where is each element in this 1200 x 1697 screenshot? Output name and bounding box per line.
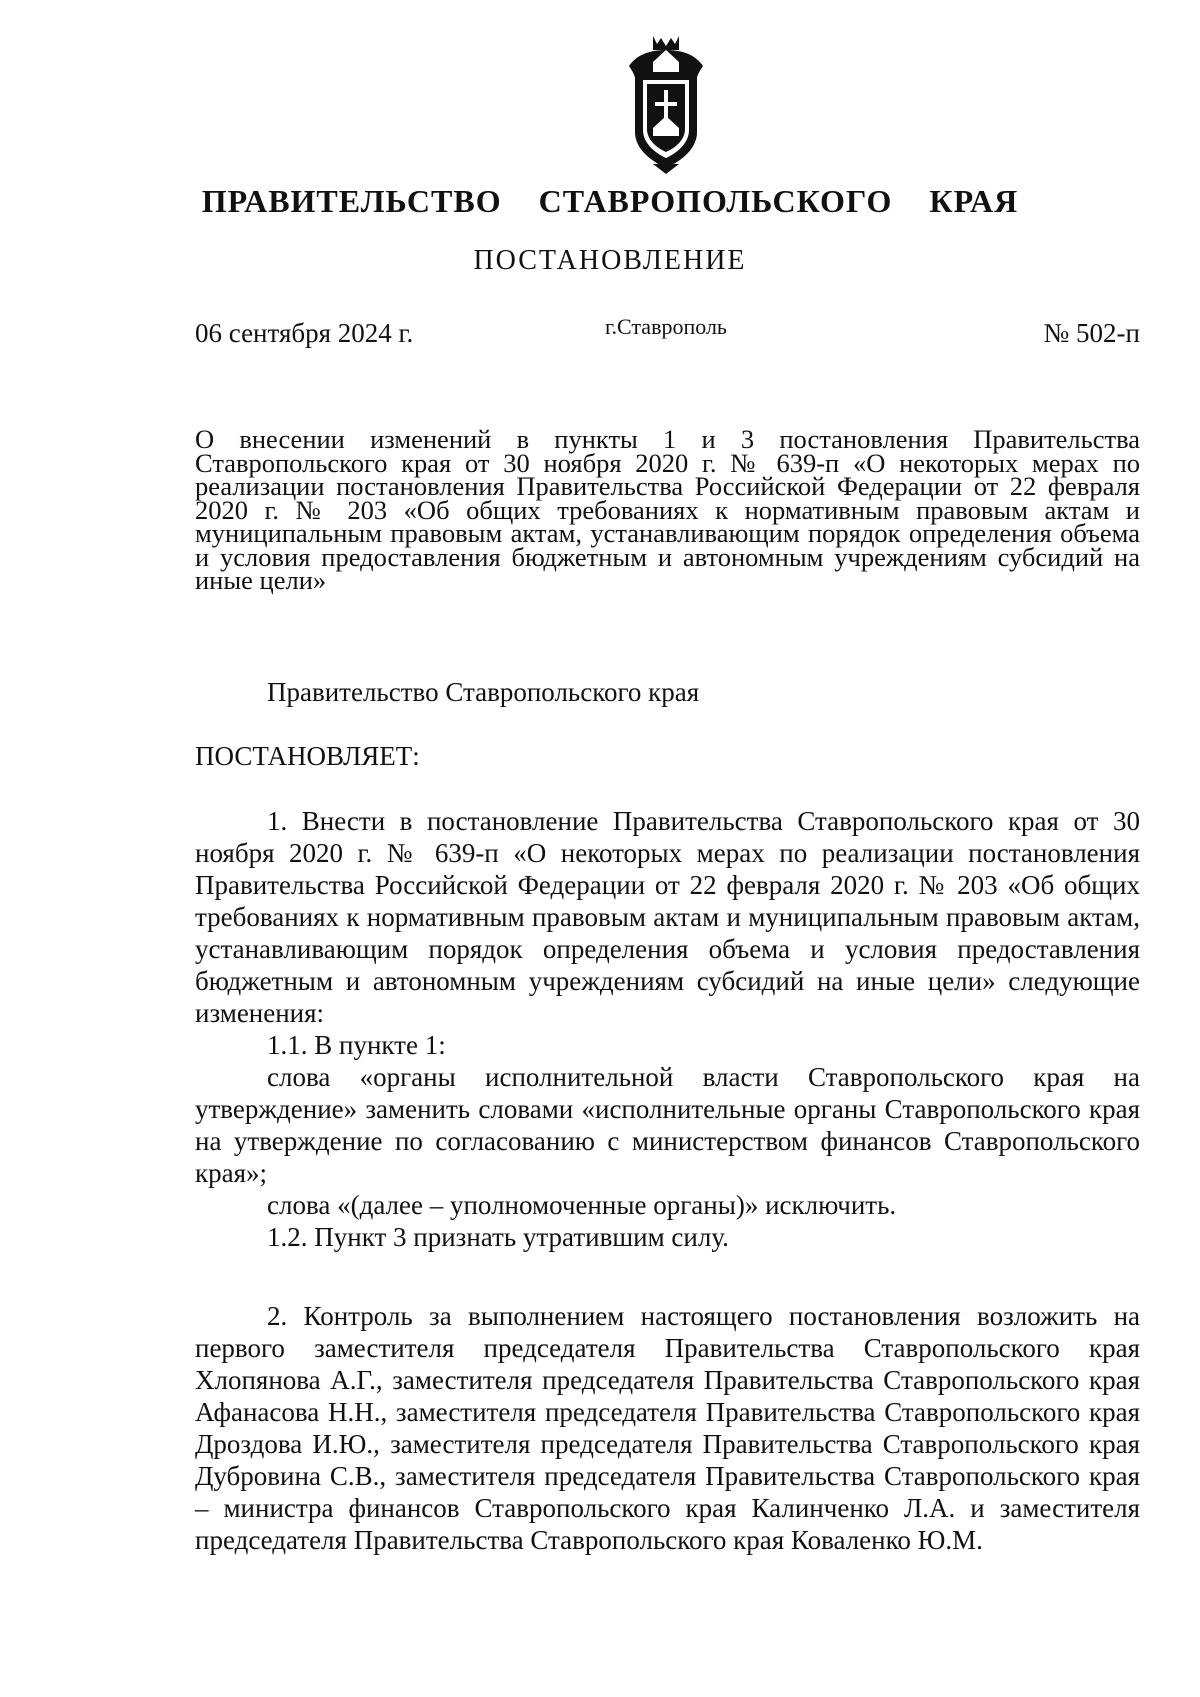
document-subject: О внесении изменений в пункты 1 и 3 постановления Правительства Ставропольского края от 30 ноября 2020 г. № 639-п «О некоторых мерах по реализации постановления Правительства Российской Федерации от 22 февраля 2020 г. № 203 «Об общих требованиях к нормативным правовым актам и муниципальным правовым актам, устанавливающим порядок определения объема и условия предоставления бюджетным и автономным учреждениям субсидий на иные цели» <box>195 424 1140 595</box>
stavropol-coat-of-arms-icon <box>623 32 709 174</box>
document-number: № 502-п <box>1043 318 1140 348</box>
document-date: 06 сентября 2024 г. <box>195 318 414 348</box>
section-control <box>195 1300 1140 1556</box>
government-title: ПРАВИТЕЛЬСТВО СТАВРОПОЛЬСКОГО КРАЯ <box>201 183 1019 219</box>
item-1-1: 1.1. В пункте 1: <box>267 1030 446 1060</box>
issuer: Правительство Ставропольского края <box>267 677 700 707</box>
section-changes <box>195 805 1140 1253</box>
item-1-2: 1.2. Пункт 3 признать утратившим силу. <box>267 1222 729 1252</box>
document-type: ПОСТАНОВЛЕНИЕ <box>473 245 747 276</box>
document-city: г.Ставрополь <box>605 314 727 339</box>
item-2: 2. Контроль за выполнением настоящего постановления возложить на первого заместителя председателя Правительства Ставропольского края Хлопянова А.Г., заместителя председателя Правительства Ставропольского края Афанасова Н.Н., заместителя председателя Правительства Ставропольского края Дроздова И.Ю., заместителя председателя Правительства Ставропольского края Дубровина С.В., заместителя председателя Правительства Ставропольского края – министра финансов Ставропольского края Калинченко Л.А. и заместителя председателя Правительства Ставропольского края Коваленко Ю.М. <box>195 1301 1140 1555</box>
decree-word: ПОСТАНОВЛЯЕТ: <box>195 741 420 771</box>
item-1-1-b: слова «(далее – уполномоченные органы)» исключить. <box>267 1190 897 1220</box>
item-1-1-a: слова «органы исполнительной власти Ставропольского края на утверждение» заменить словами «исполнительные органы Ставропольского края на утверждение по согласованию с министерством финансов Ставропольского края»; <box>195 1062 1140 1188</box>
item-1: 1. Внести в постановление Правительства Ставропольского края от 30 ноября 2020 г. № 639-п «О некоторых мерах по реализации постановления Правительства Российской Федерации от 22 февраля 2020 г. № 203 «Об общих требованиях к нормативным правовым актам и муниципальным правовым актам, устанавливающим порядок определения объема и условия предоставления бюджетным и автономным учреждениям субсидий на иные цели» следующие изменения: <box>195 806 1140 1028</box>
issuer-line <box>195 676 1140 708</box>
decree-line <box>195 740 1140 772</box>
